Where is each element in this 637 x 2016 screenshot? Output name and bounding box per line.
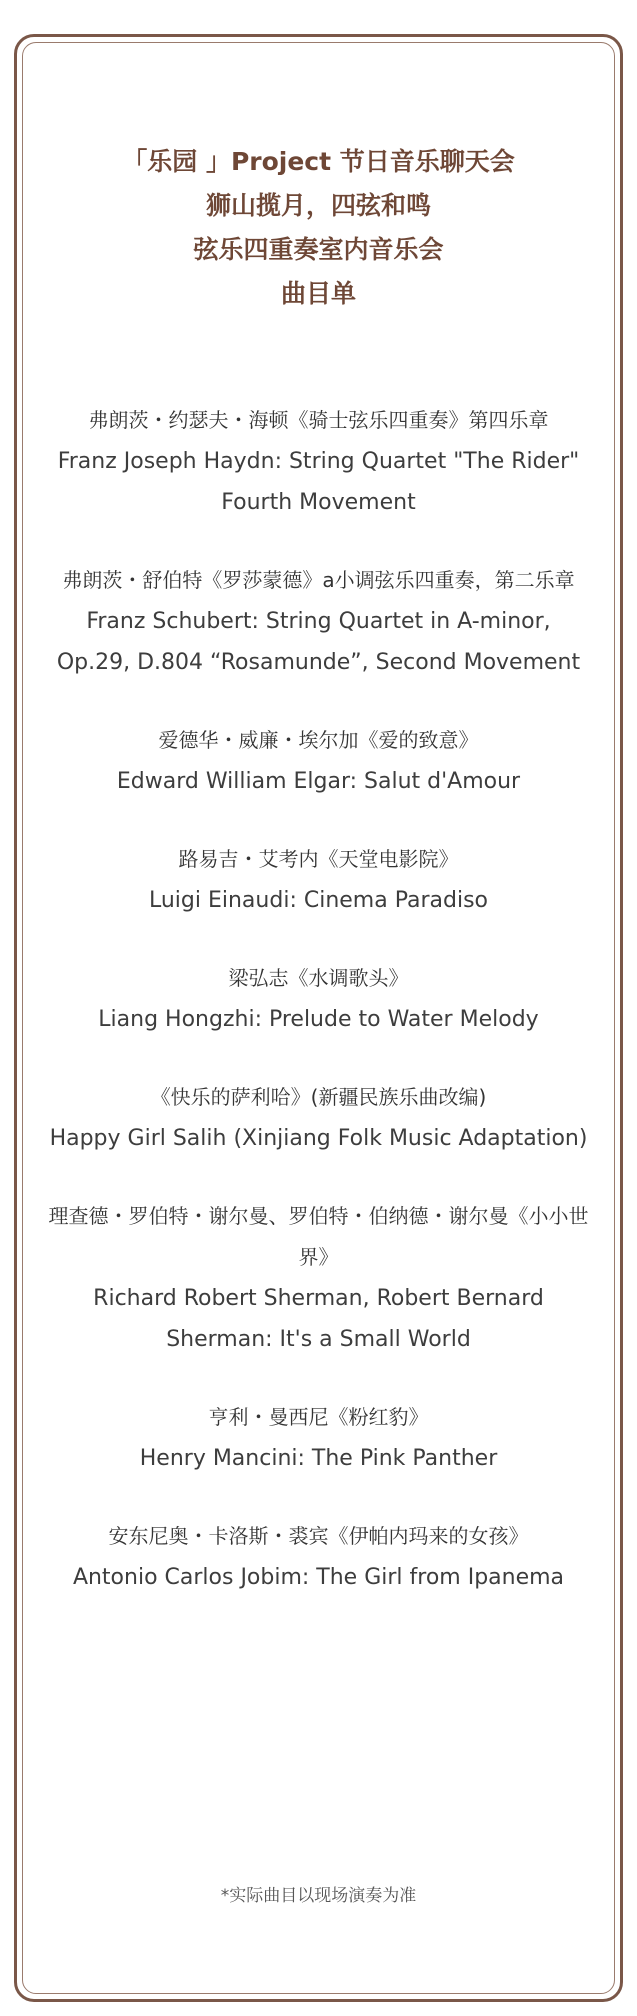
piece-title-english: Edward William Elgar: Salut d'Amour bbox=[116, 769, 521, 794]
title-line-concert: 弦乐四重奏室内音乐会 bbox=[193, 235, 444, 264]
title-line-event: 「乐园 」Project 节日音乐聊天会 bbox=[122, 147, 515, 176]
program-item bbox=[48, 720, 589, 802]
piece-title-chinese: 理查德・罗伯特・谢尔曼、罗伯特・伯纳德・谢尔曼《小小世界》 bbox=[48, 1204, 589, 1269]
program-item bbox=[48, 1196, 589, 1360]
program-item bbox=[48, 560, 589, 683]
title-line-programme: 曲目单 bbox=[280, 279, 356, 308]
piece-title-chinese: 弗朗茨・约瑟夫・海顿《骑士弦乐四重奏》第四乐章 bbox=[88, 408, 549, 432]
piece-title-chinese: 路易吉・艾考内《天堂电影院》 bbox=[178, 847, 459, 871]
piece-title-english: Antonio Carlos Jobim: The Girl from Ipanema bbox=[72, 1565, 565, 1590]
piece-title-chinese: 《快乐的萨利哈》(新疆民族乐曲改编) bbox=[150, 1085, 487, 1109]
piece-title-chinese: 弗朗茨・舒伯特《罗莎蒙德》a小调弦乐四重奏，第二乐章 bbox=[62, 568, 575, 592]
piece-title-english: Richard Robert Sherman, Robert Bernard Sherman: It's a Small World bbox=[93, 1286, 544, 1352]
piece-title-english: Liang Hongzhi: Prelude to Water Melody bbox=[98, 1007, 539, 1032]
program-item bbox=[48, 400, 589, 523]
footnote: *实际曲目以现场演奏为准 bbox=[220, 1886, 417, 1906]
title-line-theme: 狮山揽月，四弦和鸣 bbox=[205, 191, 431, 220]
piece-title-english: Henry Mancini: The Pink Panther bbox=[139, 1446, 498, 1471]
program-item bbox=[48, 1516, 589, 1598]
program-item bbox=[48, 839, 589, 921]
program-item bbox=[48, 1397, 589, 1479]
piece-title-english: Happy Girl Salih (Xinjiang Folk Music Adaptation) bbox=[49, 1126, 588, 1151]
piece-title-chinese: 安东尼奥・卡洛斯・裘宾《伊帕内玛来的女孩》 bbox=[108, 1524, 529, 1548]
piece-title-english: Luigi Einaudi: Cinema Paradiso bbox=[148, 888, 488, 913]
program-item bbox=[48, 1077, 589, 1159]
program-title bbox=[30, 140, 607, 316]
piece-title-chinese: 亨利・曼西尼《粉红豹》 bbox=[208, 1405, 429, 1429]
piece-title-chinese: 梁弘志《水调歌头》 bbox=[228, 966, 409, 990]
program-list bbox=[48, 400, 589, 1635]
program-item bbox=[48, 958, 589, 1040]
piece-title-chinese: 爱德华・威廉・埃尔加《爱的致意》 bbox=[158, 728, 479, 752]
piece-title-english: Franz Joseph Haydn: String Quartet "The Rider" Fourth Movement bbox=[57, 449, 580, 515]
piece-title-english: Franz Schubert: String Quartet in A-minor, Op.29, D.804 “Rosamunde”, Second Movement bbox=[56, 609, 581, 675]
